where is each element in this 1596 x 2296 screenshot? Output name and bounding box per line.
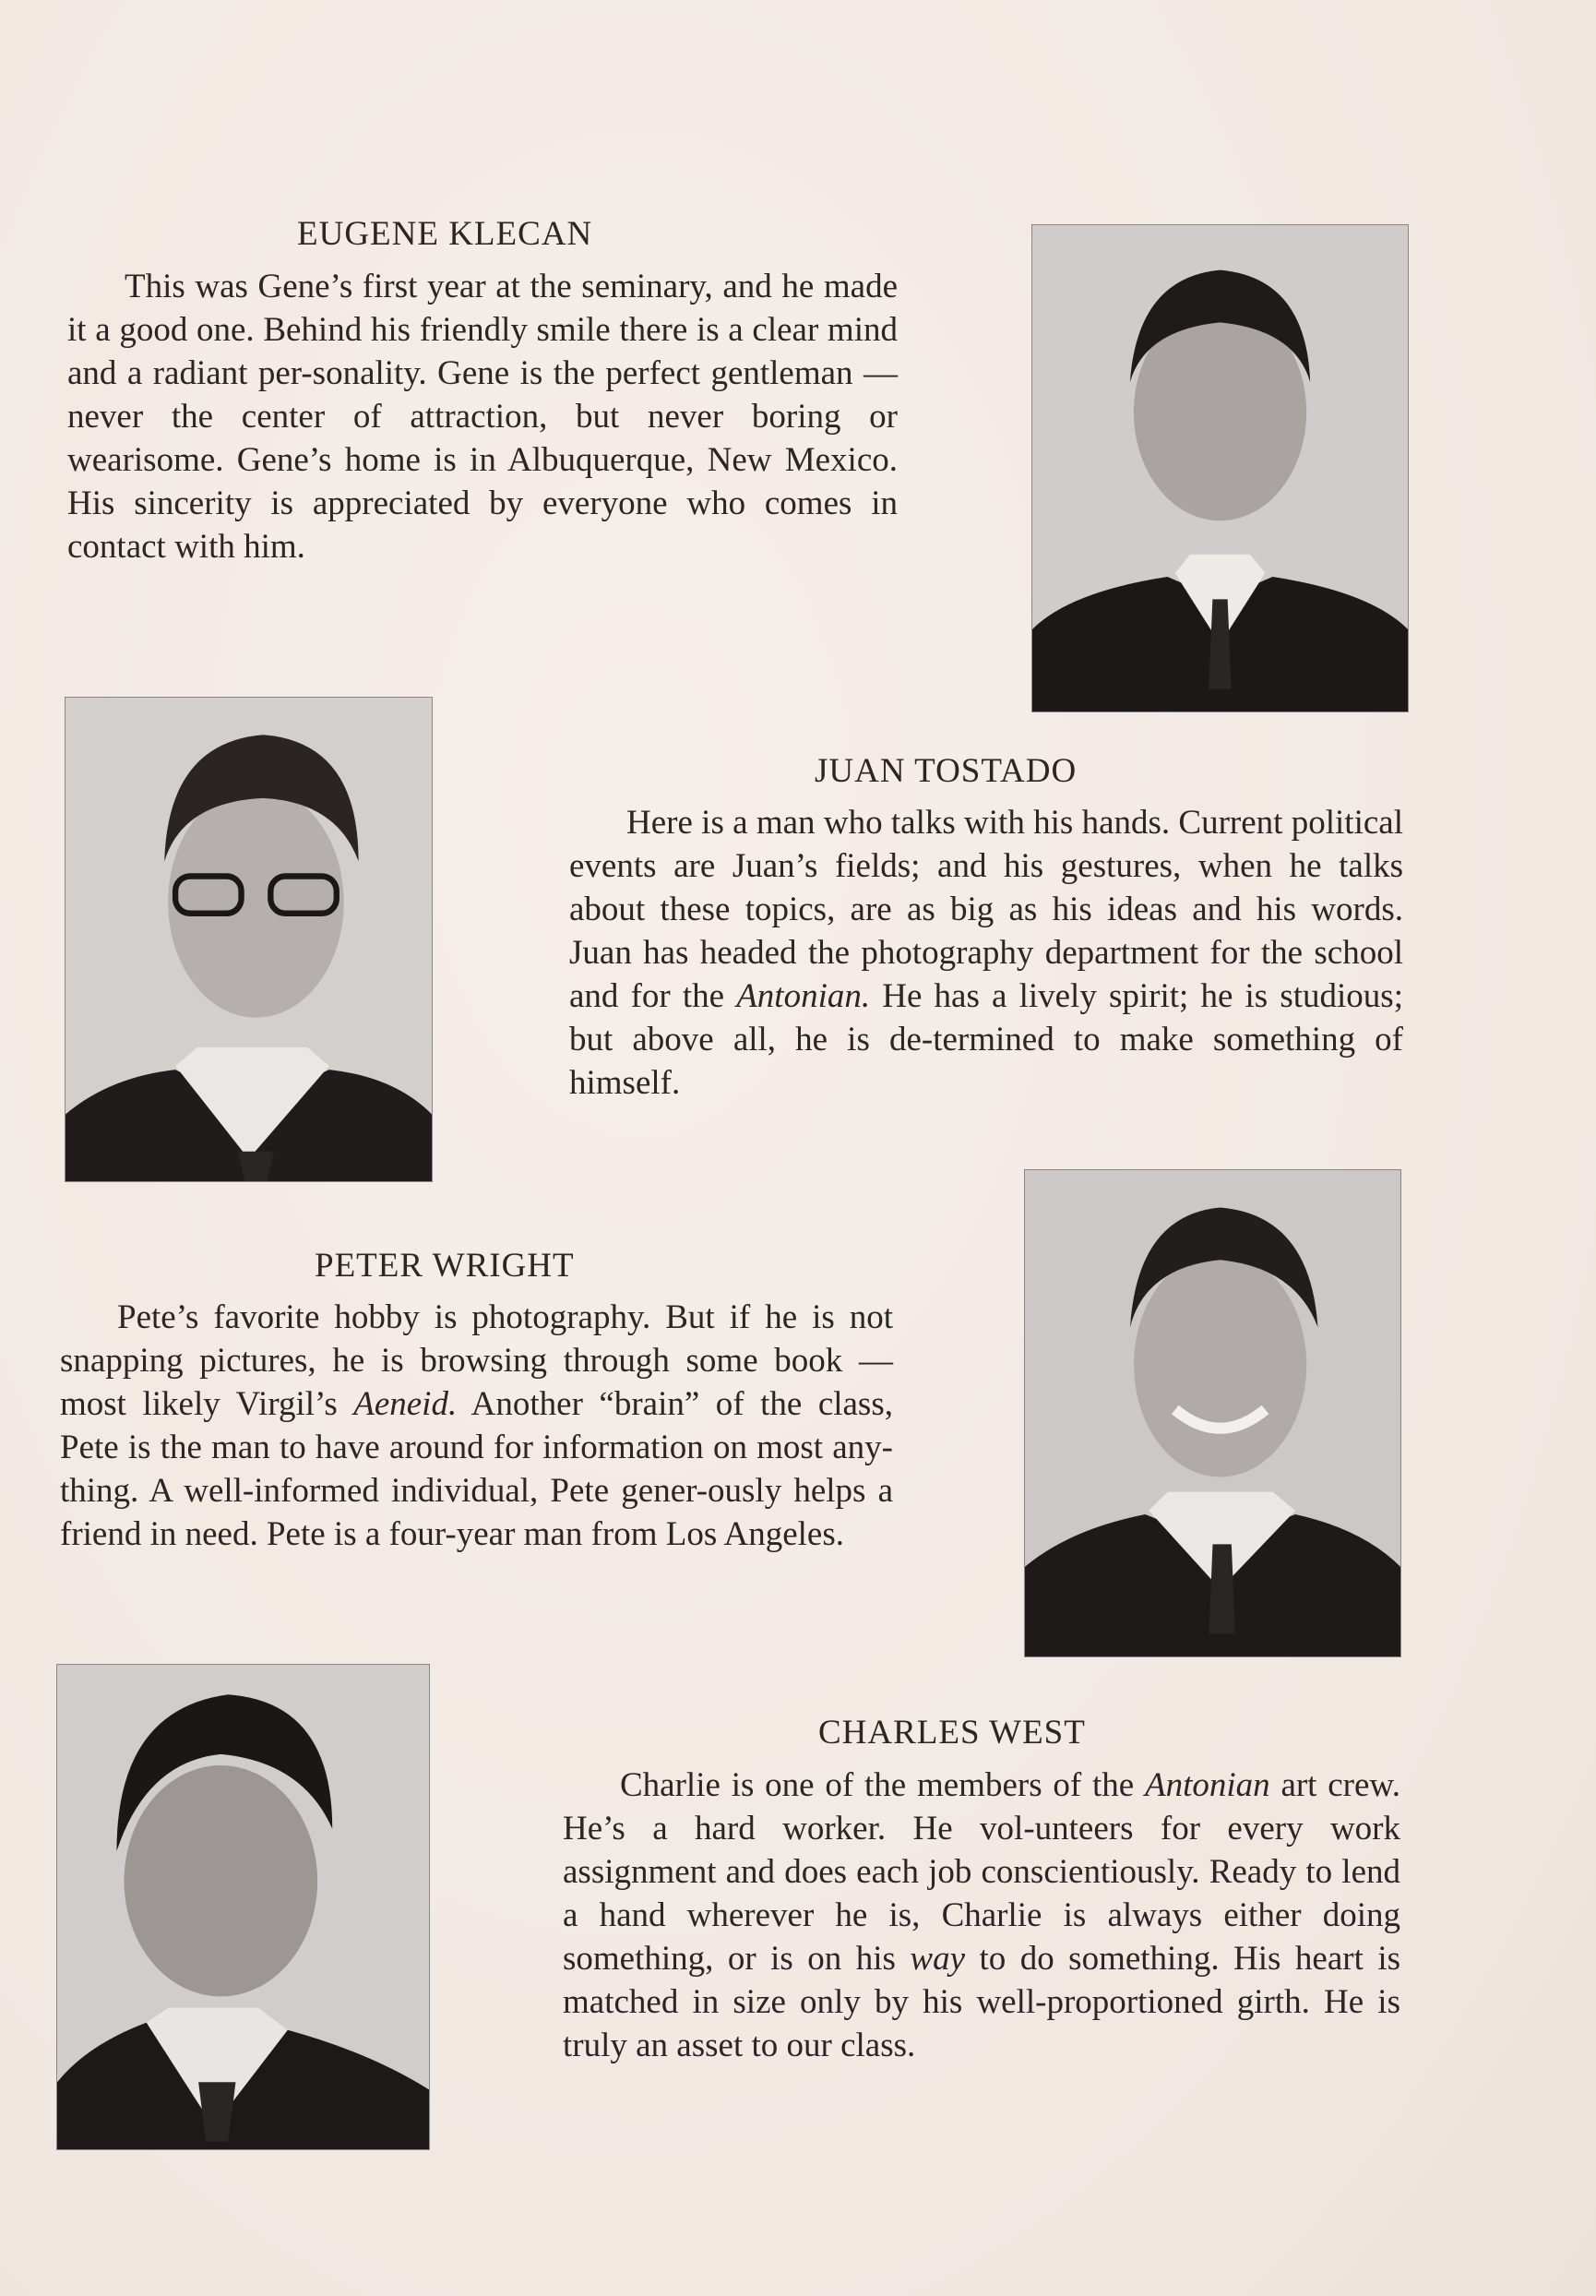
student-bio [60,1296,893,1556]
bio-text: Charlie is one of the members of the [620,1766,1145,1804]
bio-text: art crew. He’s a hard worker. He vol-unteers for every work assignment and does each job conscientiously. Ready to lend a hand wherever he is, Charlie is always either doing something, or is on his [563,1766,1400,1978]
publication-title: Antonian. [736,977,871,1015]
bio-text: Here is a man who talks with his hands. Current political events are Juan’s fields; and his gestures, when he talks about these topics, are as big as his ideas and his words. Juan has headed the photography department for the school and for the [569,804,1403,1015]
portrait-photo-icon [1025,1170,1400,1656]
bio-text: Another “brain” of the class, Pete is the man to have around for information on most any-thing. A well-informed individual, Pete gener-ously helps a friend in need. Pete is a four-year man from Los Angeles. [60,1385,893,1553]
book-title: Aeneid. [353,1385,458,1423]
portrait-photo-icon [66,698,432,1181]
publication-title: Antonian [1144,1766,1270,1804]
student-name: EUGENE KLECAN [297,215,593,253]
emphasized-word: way [910,1940,966,1978]
portrait-photo-icon [57,1665,429,2149]
bio-text: Pete’s favorite hobby is photography. But if he is not snapping pictures, he is browsing through some book — most likely Virgil’s [60,1298,893,1423]
student-name: JUAN TOSTADO [815,752,1078,790]
portrait-photo [56,1664,430,2150]
bio-text: to do something. His heart is matched in size only by his well-proportioned girth. He is truly an asset to our class. [563,1940,1400,2064]
portrait-photo [1031,224,1409,712]
portrait-photo [65,697,433,1182]
portrait-photo-icon [1032,225,1408,712]
student-bio: This was Gene’s first year at the seminary, and he made it a good one. Behind his friendly smile there is a clear mind and a radiant per-sonality. Gene is the perfect gentleman — never the center of attraction, but never boring or wearisome. Gene’s home is in Albuquerque, New Mexico. His sincerity is appreciated by everyone who comes in contact with him. [67,268,898,566]
student-name: CHARLES WEST [818,1714,1086,1752]
student-name: PETER WRIGHT [315,1247,575,1285]
portrait-photo [1024,1169,1401,1657]
student-bio [563,1764,1400,2067]
student-bio [569,801,1403,1105]
bio-text: He has a lively spirit; he is studious; but above all, he is de-termined to make something of himself. [569,977,1403,1102]
